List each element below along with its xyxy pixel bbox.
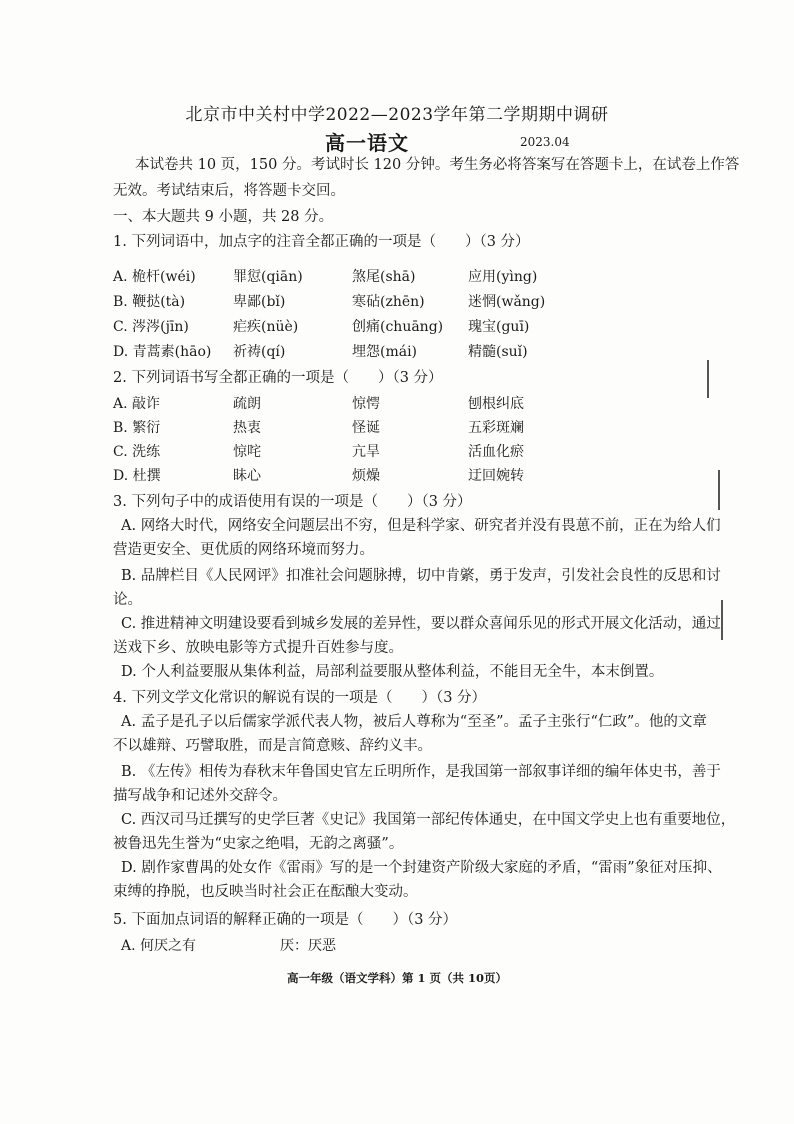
q2-option: 疏朗: [233, 396, 261, 412]
subject-title: 高一语文: [325, 131, 409, 155]
q2-option: 惊愕: [352, 396, 380, 412]
exam-title: 北京市中关村中学2022—2023学年第二学期期中调研: [185, 105, 609, 125]
q1-option: 创痛(chuāng): [352, 319, 444, 335]
question-1-stem: 1. 下列词语中，加点字的注音全都正确的一项是（ ）（3 分）: [113, 234, 530, 250]
q1-option: 煞尾(shā): [352, 269, 416, 285]
q4-line: 被鲁迅先生誉为“史家之绝唱，无韵之离骚”。: [113, 836, 404, 852]
q2-option: 亢旱: [352, 444, 380, 460]
q2-option: 刨根纠底: [468, 396, 524, 412]
q2-option: 迂回婉转: [468, 468, 524, 484]
q2-option: D. 杜撰: [113, 468, 161, 484]
q1-option: 应用(yìng): [468, 269, 538, 285]
q1-option: 疟疾(nüè): [233, 319, 299, 335]
q3-line: D. 个人利益要服从集体利益，局部利益要服从整体利益，不能目无全牛，本末倒置。: [121, 664, 664, 680]
q2-option: 惊咤: [233, 444, 261, 460]
q1-option: D. 青蒿素(hāo): [113, 344, 212, 360]
q1-option: 卑鄙(bǐ): [233, 294, 286, 310]
q4-line: B. 《左传》相传为春秋末年鲁国史官左丘明所作，是我国第一部叙事详细的编年体史书，善于: [121, 764, 721, 780]
q1-option: 瑰宝(guī): [468, 319, 530, 335]
q2-option: 眛心: [233, 468, 261, 484]
q4-line: D. 剧作家曹禺的处女作《雷雨》写的是一个封建资产阶级大家庭的矛盾，“雷雨”象征对压抑、: [121, 860, 722, 876]
q1-option: B. 鞭挞(tà): [113, 294, 186, 310]
q3-line: 营造更安全、更优质的网络环境而努力。: [113, 542, 374, 558]
q3-line: 论。: [113, 592, 142, 608]
q2-option: 热衷: [233, 420, 261, 436]
q1-option: C. 涔涔(jīn): [113, 319, 189, 335]
q1-option: 罪愆(qiān): [233, 269, 303, 285]
q3-line: B. 品牌栏目《人民网评》扣准社会问题脉搏，切中肯綮，勇于发声，引发社会良性的反思和讨: [121, 568, 721, 584]
q2-option: A. 敲诈: [113, 396, 161, 412]
instruction-line: 本试卷共 10 页，150 分。考试时长 120 分钟。考生务必将答案写在答题卡上，在试卷上作答: [135, 157, 740, 173]
scan-mark: [707, 360, 709, 398]
q2-option: 烦燥: [352, 468, 380, 484]
question-3-stem: 3. 下列句子中的成语使用有误的一项是（ ）（3 分）: [113, 494, 472, 510]
question-5-stem: 5. 下面加点词语的解释正确的一项是（ ）（3 分）: [113, 912, 458, 928]
exam-date: 2023.04: [520, 135, 570, 149]
question-4-stem: 4. 下列文学文化常识的解说有误的一项是（ ）（3 分）: [113, 690, 487, 706]
q1-option: A. 桅杆(wéi): [113, 269, 196, 285]
q2-option: 活血化瘀: [468, 444, 524, 460]
q3-line: A. 网络大时代，网络安全问题层出不穷，但是科学家、研究者并没有畏葸不前，正在为给人们: [121, 518, 721, 534]
question-2-stem: 2. 下列词语书写全都正确的一项是（ ）（3 分）: [113, 370, 443, 386]
q1-option: 迷惘(wǎng): [468, 294, 546, 310]
q2-option: 五彩斑斓: [468, 420, 524, 436]
instruction-line: 无效。考试结束后，将答题卡交回。: [113, 183, 345, 199]
q2-option: 怪诞: [352, 420, 380, 436]
section-heading: 一、本大题共 9 小题，共 28 分。: [113, 209, 334, 225]
q2-option: C. 洗练: [113, 444, 161, 460]
scan-mark: [718, 470, 720, 510]
q5-option: A. 何厌之有: [121, 938, 197, 954]
q4-line: 不以雄辩、巧譬取胜，而是言简意赅、辞约义丰。: [113, 738, 432, 754]
q2-option: B. 繁衍: [113, 420, 161, 436]
q1-option: 祈祷(qí): [233, 344, 286, 360]
page-footer: 高一年级（语文学科）第 1 页（共 10页）: [286, 971, 507, 985]
q4-line: C. 西汉司马迁撰写的史学巨著《史记》我国第一部纪传体通史，在中国文学史上也有重要地位，: [121, 812, 736, 828]
q1-option: 寒砧(zhēn): [352, 294, 425, 310]
q4-line: 描写战争和记述外交辞令。: [113, 788, 287, 804]
q3-line: C. 推进精神文明建设要看到城乡发展的差异性，要以群众喜闻乐见的形式开展文化活动，通过: [121, 616, 721, 632]
scan-mark: [721, 600, 723, 640]
q4-line: 束缚的挣脱，也反映当时社会正在酝酿大变动。: [113, 884, 418, 900]
q5-option: 厌：厌恶: [280, 938, 336, 954]
q4-line: A. 孟子是孔子以后儒家学派代表人物，被后人尊称为“至圣”。孟子主张行“仁政”。他的文章: [121, 714, 707, 730]
q1-option: 埋怨(mái): [352, 344, 418, 360]
q1-option: 精髓(suǐ): [468, 344, 528, 360]
q3-line: 送戏下乡、放映电影等方式提升百姓参与度。: [113, 640, 403, 656]
